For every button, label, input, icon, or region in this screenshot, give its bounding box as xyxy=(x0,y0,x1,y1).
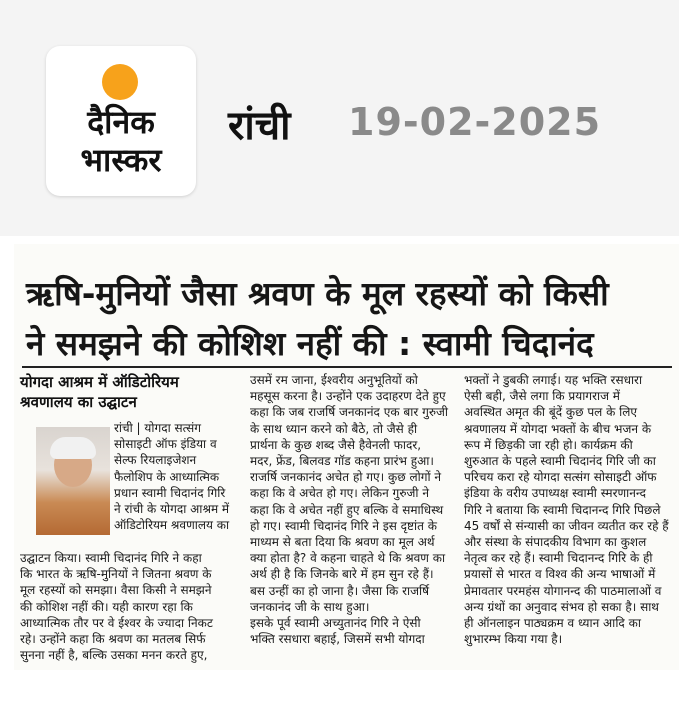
text-line: कहा कि वे अचेत नहीं हुए बल्कि वे समाधिस्थ xyxy=(250,502,444,517)
text-line: प्रार्थना के कुछ शब्द जैसे हैवेनली फादर, xyxy=(250,437,422,452)
edition-date: 19-02-2025 xyxy=(348,100,602,144)
text-line: प्रयासों से भारत व विश्व की अन्य भाषाओं में xyxy=(464,567,656,582)
text-line: सुनना नहीं है, बल्कि उसका मनन करते हुए, xyxy=(20,648,208,663)
text-line: भक्तों ने डुबकी लगाई। यह भक्ति रसधारा xyxy=(464,373,643,387)
text-line: परिचय करा रहे योगदा सत्संग सोसाइटी ऑफ xyxy=(464,470,657,485)
text-line: हो गए। स्वामी चिदानंद गिरि ने इस दृष्टांत के xyxy=(250,518,437,533)
text-line: कहा कि जब राजर्षि जनकानंद एक बार गुरुजी xyxy=(250,405,449,420)
text-line: इसके पूर्व स्वामी अच्युतानंद गिरि ने ऐसी xyxy=(250,616,421,631)
column-1-body xyxy=(20,550,244,663)
headline-line1: ऋषि-मुनियों जैसा श्रवण के मूल रहस्यों को किसी xyxy=(26,274,609,313)
text-line: नेतृत्व कर रहे हैं। स्वामी चिदानन्द गिरि के ही xyxy=(464,551,653,566)
text-line: प्रधान स्वामी चिदानंद गिरि xyxy=(114,485,226,500)
text-line: कि भारत के ऋषि-मुनियों ने जितना श्रवण के xyxy=(20,567,212,582)
sun-icon xyxy=(102,64,138,100)
text-line: अर्थ ही है कि जिनके बारे में हम सुन रहे हैं। xyxy=(250,567,434,582)
text-line: फैलोशिप के आध्यात्मिक xyxy=(114,469,220,484)
text-line: रहे। उन्होंने कहा कि श्रवण का मतलब सिर्फ xyxy=(20,632,206,647)
text-line: मूल रहस्यों को समझा। वैसा किसी ने समझने xyxy=(20,583,212,598)
text-line: ऑडिटोरियम श्रवणालय का xyxy=(114,518,230,533)
text-line: ऐसी बही, जैसे लगा कि प्रयागराज में xyxy=(464,389,620,404)
text-line: क्या होता है? वे कहना चाहते थे कि श्रवण का xyxy=(250,551,446,566)
photo-hair xyxy=(50,437,96,459)
column-3-body xyxy=(464,372,676,647)
text-line: माध्यम से बता दिया कि श्रवण का मूल अर्थ xyxy=(250,535,435,550)
text-line: 45 वर्षों से संन्यासी का जीवन व्यतीत कर रहे हैं xyxy=(464,518,669,533)
text-line: ने रांची के योगदा आश्रम में xyxy=(114,502,230,517)
text-line: अवस्थित अमृत की बूंदें कुछ पल के लिए xyxy=(464,405,637,420)
headline-rule xyxy=(22,366,672,368)
text-line: जनकानंद जी के साथ हुआ। xyxy=(250,599,370,614)
text-line: ही ऑनलाइन पाठ्यक्रम व ध्यान आदि का xyxy=(464,616,641,631)
text-line: की कोशिश नहीं की। यही कारण रहा कि xyxy=(20,599,193,614)
text-line: प्रेमावतार परमहंस योगानन्द की पाठमालाओं व xyxy=(464,583,662,598)
text-line: शुरुआत के पहले स्वामी चिदानंद गिरि जी का xyxy=(464,454,656,469)
text-line: और संस्था के संपादकीय विभाग का कुशल xyxy=(464,535,647,550)
text-line: बस उन्हीं का हो जाना है। जैसा कि राजर्षि xyxy=(250,583,430,598)
logo-text-line2: भास्कर xyxy=(80,141,162,179)
text-line: शुभारम्भ किया गया है। xyxy=(464,632,563,647)
text-line: गिरि ने बताया कि स्वामी चिदानन्द गिरि पिछले xyxy=(464,502,661,517)
column-2-body xyxy=(250,372,458,647)
text-line: रूप में छिड़की जा रही हो। कार्यक्रम की xyxy=(464,437,633,452)
text-line: श्रवणालय में योगदा भक्तों के बीच भजन के xyxy=(464,421,652,436)
logo-text-line1: दैनिक xyxy=(87,103,155,141)
text-line: राजर्षि जनकानंद अचेत हो गए। कुछ लोगों ने xyxy=(250,470,442,485)
text-line: सेल्फ रियलाइजेशन xyxy=(114,453,197,468)
newspaper-clipping xyxy=(14,244,679,670)
column-1-beside-photo xyxy=(114,420,242,533)
text-line: आध्यात्मिक तौर पर वे ईश्वर के ज्यादा निकट xyxy=(20,615,213,630)
text-line: उद्घाटन किया। स्वामी चिदानंद गिरि ने कहा xyxy=(20,551,202,565)
text-line: रांची | योगदा सत्संग xyxy=(114,421,201,435)
text-line: मदर, फ्रेंड, बिलवड गॉड कहना प्रारंभ हुआ। xyxy=(250,454,434,469)
city-name: रांची xyxy=(228,103,291,149)
text-line: सोसाइटी ऑफ इंडिया व xyxy=(114,437,217,452)
text-line: अन्य ग्रंथों का अनुवाद संभव हो सका है। साथ xyxy=(464,599,659,614)
newspaper-logo xyxy=(46,46,196,196)
subhead-line1: योगदा आश्रम में ऑडिटोरियम xyxy=(20,373,179,391)
text-line: उसमें रम जाना, ईश्वरीय अनुभूतियों को xyxy=(250,373,418,387)
subhead-line2: श्रवणालय का उद्घाटन xyxy=(20,393,137,411)
swami-photo xyxy=(36,427,110,535)
text-line: इंडिया के वरीय उपाध्यक्ष स्वामी स्मरणानन्द xyxy=(464,486,647,501)
headline-line2: ने समझने की कोशिश नहीं की : स्वामी चिदानंद xyxy=(26,324,594,363)
text-line: महसूस करना है। उन्होंने एक उदाहरण देते हुए xyxy=(250,389,446,404)
text-line: के साथ ध्यान करने को बैठे, तो जैसे ही xyxy=(250,421,418,436)
text-line: कहा कि वे अचेत हो गए। लेकिन गुरुजी ने xyxy=(250,486,429,501)
masthead xyxy=(0,0,679,236)
text-line: भक्ति रसधारा बहाई, जिसमें सभी योगदा xyxy=(250,632,425,647)
